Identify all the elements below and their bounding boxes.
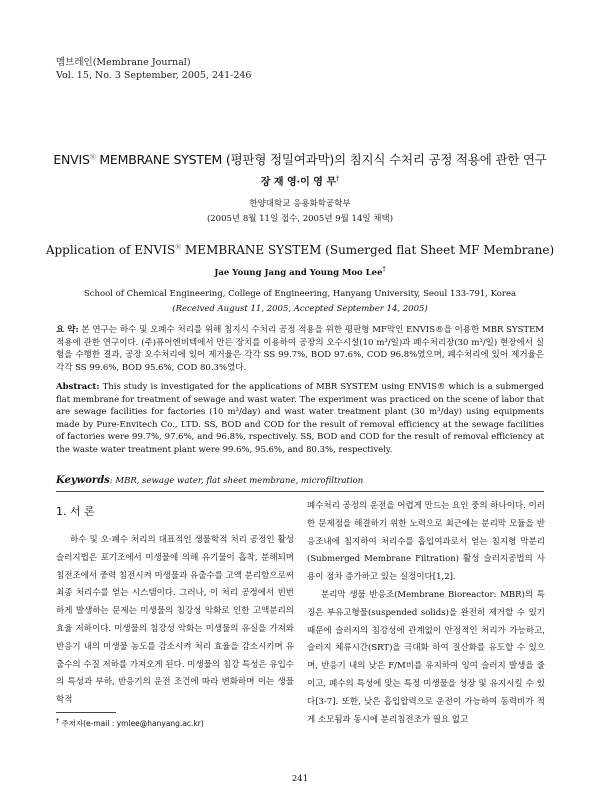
registered-mark: Ⓡ: [89, 153, 96, 161]
journal-volume: Vol. 15, No. 3 September, 2005, 241-246: [56, 70, 252, 81]
english-authors: [0, 268, 600, 278]
right-column: [307, 498, 545, 729]
korean-dates: (2005년 8월 11일 접수, 2005년 9월 14일 채택): [206, 214, 394, 224]
korean-affiliation: 한양대학교 응용화학공학부: [249, 199, 351, 209]
keywords: [56, 475, 544, 486]
english-abstract-text: This study is investigated for the applications of MBR SYSTEM using ENVIS® which is a submerged flat membrane for treatment of sewage and wast water. The experiment was practiced on the scene of labor that are sewage facilities for factories (10 m³/day) and wast water treatment plant (30 m³/day) using equipments made by Pure-Envitech Co., LTD. SS, BOD and COD for the result of removal efficiency at the sewage facilities of factories were 99.7%, 97.6%, and 96.8%, rspectively. SS, BOD and COD for the result of removal efficiency at the waste water treatment plant were 99.6%, 95.6%, and 80.3%, respectively.: [56, 382, 545, 455]
korean-title-prefix: ENVIS: [53, 152, 90, 167]
korean-abstract-text: 본 연구는 하수 및 오폐수 처리를 위해 침지식 수처리 공정 적용을 위한 평판형 MF막인 ENVIS®을 이용한 MBR SYSTEM 적용에 관한 연구이다. (주)퓨어엔비텍에서 만든 장치를 이용하여 공장의 오수시설(10 m³/일)과 폐수처리장(30 m³/일) 현장에서 실험을 수행한 결과, 공장 오수처리에 있어 제거율은 각각 SS 99.7%, BOD 97.6%, COD 96.8%였으며, 폐수처리에 있어 제거율은 각각 SS 99.6%, BOD 95.6%, COD 80.3%였다.: [56, 325, 544, 373]
right-paragraph-1: 폐수처리 공정의 운전을 어렵게 만드는 요인 중의 하나이다. 이러한 문제점을 해결하기 위한 노력으로 최근에는 분리막 모듈을 반응조내에 침지하여 처리수를 흡입여과로서 얻는 침지형 막분리(Submerged Membrane Filtration) 활성 슬러지공법의 사용이 점차 증가하고 있는 실정이다[1,2].: [307, 501, 545, 583]
footnote: [56, 718, 204, 729]
right-paragraph-2: 분리막 생물 반응조(Membrane Bioreactor: MBR)의 특징은 부유고형물(suspended solids)을 완전히 제거할 수 있기 때문에 슬러지의 침강성에 관계없이 안정적인 처리가 가능하고, 슬러지 체류시간(SRT)을 극대화 하여 질산화를 유도할 수 있으며, 반응기 내의 낮은 F/M비를 유지하여 잉여 슬러지 발생을 줄이고, 폐수의 특성에 맞는 특정 미생물을 성장 및 유지시킬 수 있다[3-7]. 또한, 낮은 흡입압력으로 운전이 가능하여 동력비가 적게 소모됨과 동시에 분리침전조가 필요 없고: [307, 589, 545, 725]
english-abstract: [56, 381, 544, 457]
journal-header: [56, 56, 251, 82]
english-affiliation: School of Chemical Engineering, College of Engineering, Hanyang University, Seoul 133-791, Korea: [83, 289, 517, 299]
korean-title: [40, 150, 560, 168]
english-abstract-label: Abstract:: [56, 382, 100, 392]
korean-abstract-label: 요 약:: [56, 325, 79, 335]
section-heading: 1. 서 론: [56, 505, 95, 518]
keywords-label: Keywords: [56, 475, 110, 486]
page-number: 241: [291, 774, 309, 784]
left-column: [56, 532, 294, 710]
footnote-divider: [56, 712, 116, 713]
left-paragraph: 하수 및 오·폐수 처리의 대표적인 생물학적 처리 공정인 활성슬러지법은 포기조에서 미생물에 의해 유기물이 흡착, 분해되며 침전조에서 중력 침전시켜 미생물과 유출수를 고액 분리함으로써 최종 처리수를 얻는 시스템이다. 그러나, 이 처리 공정에서 빈번하게 발생하는 문제는 미생물의 침강성 악화로 인한 고액분리의 효율 저하이다. 미생물의 침강성 악화는 미생물의 유실을 가져와 반응기 내의 미생물 농도를 감소시켜 처리 효율을 감소시키며 유출수의 수질 저하를 가져오게 된다. 미생물의 침강 특성은 유입수의 특성과 부하, 반응기의 운전 조건에 따라 변화하며 이는 생물학적: [56, 535, 294, 706]
korean-abstract: [56, 324, 544, 374]
korean-title-rest: MEMBRANE SYSTEM (평판형 정밀여과막)의 침지식 수처리 공정 적용에 관한 연구: [95, 152, 547, 167]
english-authors-names: Jae Young Jang and Young Moo Lee: [214, 268, 383, 278]
english-title-rest: MEMBRANE SYSTEM (Sumerged flat Sheet MF Membrane): [181, 243, 555, 257]
corresponding-mark: †: [382, 266, 386, 274]
korean-authors: [0, 173, 600, 188]
corresponding-mark: †: [336, 175, 340, 183]
english-dates: (Received August 11, 2005, Accepted September 14, 2005): [172, 304, 428, 314]
english-title: [40, 243, 560, 257]
footnote-text: 주저자(e-mail : ymlee@hanyang.ac.kr): [61, 719, 204, 728]
footnote-mark: †: [56, 717, 59, 725]
english-title-prefix: Application of ENVIS: [45, 243, 176, 257]
journal-name: 멤브레인(Membrane Journal): [56, 57, 191, 68]
registered-mark: Ⓡ: [175, 244, 182, 251]
divider: [56, 491, 544, 492]
keywords-text: : MBR, sewage water, flat sheet membrane, microfiltration: [109, 476, 364, 486]
korean-authors-names: 장 재 영·이 영 무: [260, 177, 337, 188]
